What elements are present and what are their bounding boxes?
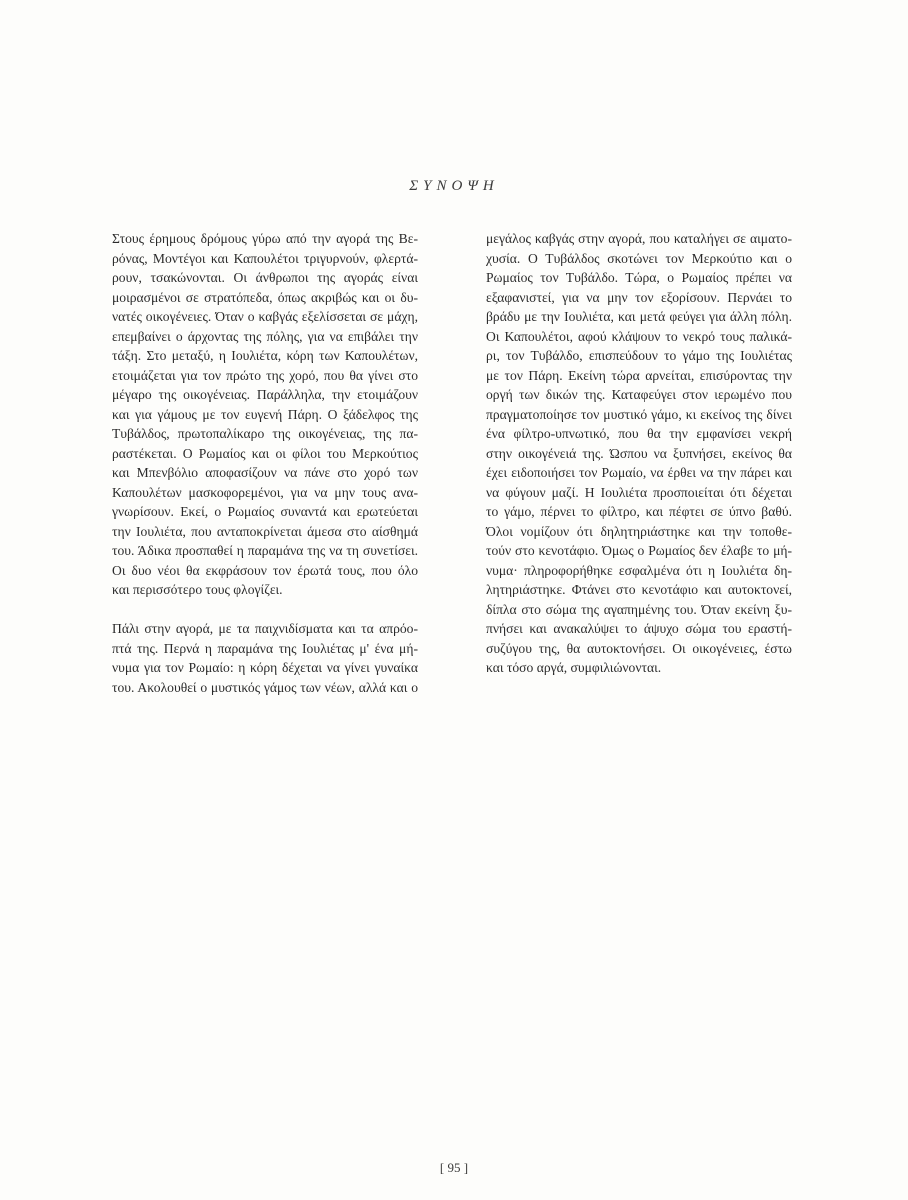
text-line: στην οικογένειά της. Ώσπου να ξυπνήσει, εκείνος θα bbox=[486, 445, 792, 461]
text-line: νυμα για τον Ρωμαίο: η κόρη δέχεται να γίνει γυναίκα bbox=[112, 660, 418, 675]
text-line: τάξη. Στο μεταξύ, η Ιουλιέτα, κόρη των Καπουλέτων, bbox=[112, 348, 418, 363]
left-paragraph-2 bbox=[112, 619, 418, 697]
page-number: [ 95 ] bbox=[439, 1160, 469, 1175]
text-line: ένα φίλτρο-υπνωτικό, που θα την εμφανίσει νεκρή bbox=[486, 426, 792, 441]
text-line: Οι Καπουλέτοι, αφού κλάψουν το νεκρό τους παλικά- bbox=[486, 328, 792, 344]
text-line: Στους έρημους δρόμους γύρω από την αγορά της Βε- bbox=[112, 231, 418, 246]
text-line: τούν στο κενοτάφιο. Όμως ο Ρωμαίος δεν έλαβε το μή- bbox=[486, 543, 792, 558]
text-line: γνωρίσουν. Εκεί, ο Ρωμαίος συναντά και ερωτεύεται bbox=[112, 504, 418, 519]
right-column bbox=[486, 229, 792, 678]
text-line: λητηριάστηκε. Φτάνει στο κενοτάφιο και αυτοκτονεί, bbox=[486, 582, 792, 597]
text-line: του. Ακολουθεί ο μυστικός γάμος των νέων, αλλά και ο bbox=[112, 679, 418, 695]
text-line: ρόνας, Μοντέγοι και Καπουλέτοι τριγυρνούν, φλερτά- bbox=[112, 250, 418, 266]
text-line: ετοιμάζεται για τον πρώτο της χορό, που θα γίνει στο bbox=[112, 367, 418, 383]
text-line: ρουν, τσακώνονται. Οι άνθρωποι της αγοράς είναι bbox=[112, 270, 418, 285]
text-line: και Μπενβόλιο αποφασίζουν να πάνε στο χορό των bbox=[112, 465, 418, 480]
paragraph-spacer bbox=[112, 600, 418, 620]
text-line: και τόσο αργά, συμφιλιώνονται. bbox=[486, 660, 662, 675]
text-line: με τον Πάρη. Εκείνη τώρα αρνείται, επισύροντας την bbox=[486, 367, 792, 383]
text-line: έχει ειδοποιήσει τον Ρωμαίο, να έρθει να την πάρει και bbox=[486, 465, 792, 480]
text-line: και περισσότερο τους φλογίζει. bbox=[112, 582, 283, 597]
text-line: να φύγουν μαζί. Η Ιουλιέτα προσποιείται ότι δέχεται bbox=[486, 484, 792, 500]
text-line: νυμα· πληροφορήθηκε εσφαλμένα ότι η Ιουλιέτα δη- bbox=[486, 562, 792, 578]
right-paragraph-1 bbox=[486, 229, 792, 678]
text-line: πτά της. Περνά η παραμάνα της Ιουλιέτας μ' ένα μή- bbox=[112, 640, 418, 656]
text-line: συζύγου της, θα αυτοκτονήσει. Οι οικογένειες, έστω bbox=[486, 640, 792, 656]
left-paragraph-1 bbox=[112, 229, 418, 600]
left-column bbox=[112, 229, 418, 697]
section-heading: ΣΥΝΟΨΗ bbox=[409, 178, 499, 194]
text-line: μέγαρο της οικογένειας. Παράλληλα, την ετοιμάζουν bbox=[112, 387, 418, 402]
text-line: το γάμο, πέρνει το φίλτρο, και πέφτει σε ύπνο βαθύ. bbox=[486, 504, 792, 519]
text-line: πνήσει και ανακαλύψει το άψυχο σώμα του εραστή- bbox=[486, 621, 792, 636]
text-line: Όλοι νομίζουν ότι δηλητηριάστηκε και την τοποθε- bbox=[486, 523, 792, 539]
text-line: και για γάμους με τον ευγενή Πάρη. Ο ξάδελφος της bbox=[112, 406, 418, 422]
text-line: εξαφανιστεί, για να μην τον εξορίσουν. Περνάει το bbox=[486, 289, 792, 305]
text-line: Οι δυο νέοι θα εκφράσουν τον έρωτά τους, που όλο bbox=[112, 562, 418, 578]
text-line: ραστέκεται. Ο Ρωμαίος και οι φίλοι του Μερκούτιος bbox=[112, 445, 418, 461]
text-line: μεγάλος καβγάς στην αγορά, που καταλήγει σε αιματο- bbox=[486, 231, 792, 246]
text-line: χυσία. Ο Τυβάλδος σκοτώνει τον Μερκούτιο και ο bbox=[486, 250, 792, 266]
text-line: οργή των δικών της. Καταφεύγει στον ιερωμένο που bbox=[486, 387, 792, 402]
text-line: Ρωμαίος τον Τυβάλδο. Τώρα, ο Ρωμαίος πρέπει να bbox=[486, 270, 792, 285]
text-line: Τυβάλδος, πρωτοπαλίκαρο της οικογένειας, της πα- bbox=[112, 426, 418, 441]
text-line: πραγματοποίησε τον μυστικό γάμο, κι εκείνος της δίνει bbox=[486, 406, 792, 422]
text-line: επεμβαίνει ο άρχοντας της πόλης, για να επιβάλει την bbox=[112, 328, 418, 344]
text-line: του. Άδικα προσπαθεί η παραμάνα της να τη συνετίσει. bbox=[112, 543, 418, 558]
text-line: Καπουλέτων μασκοφορεμένοι, για να μην τους ανα- bbox=[112, 484, 418, 500]
text-line: δίπλα στο σώμα της αγαπημένης του. Όταν εκείνη ξυ- bbox=[486, 601, 792, 617]
text-line: μοιρασμένοι σε στρατόπεδα, όπως ακριβώς και οι δυ- bbox=[112, 289, 418, 305]
text-line: Πάλι στην αγορά, με τα παιχνιδίσματα και τα απρόο- bbox=[112, 621, 418, 636]
text-line: ρι, τον Τυβάλδο, επισπεύδουν το γάμο της Ιουλιέτας bbox=[486, 348, 792, 363]
text-line: την Ιουλιέτα, που ανταποκρίνεται άμεσα στο αίσθημά bbox=[112, 523, 418, 539]
text-line: νατές οικογένειες. Όταν ο καβγάς εξελίσσεται σε μάχη, bbox=[112, 309, 418, 324]
text-line: βράδυ με την Ιουλιέτα, και μετά φεύγει για άλλη πόλη. bbox=[486, 309, 792, 324]
